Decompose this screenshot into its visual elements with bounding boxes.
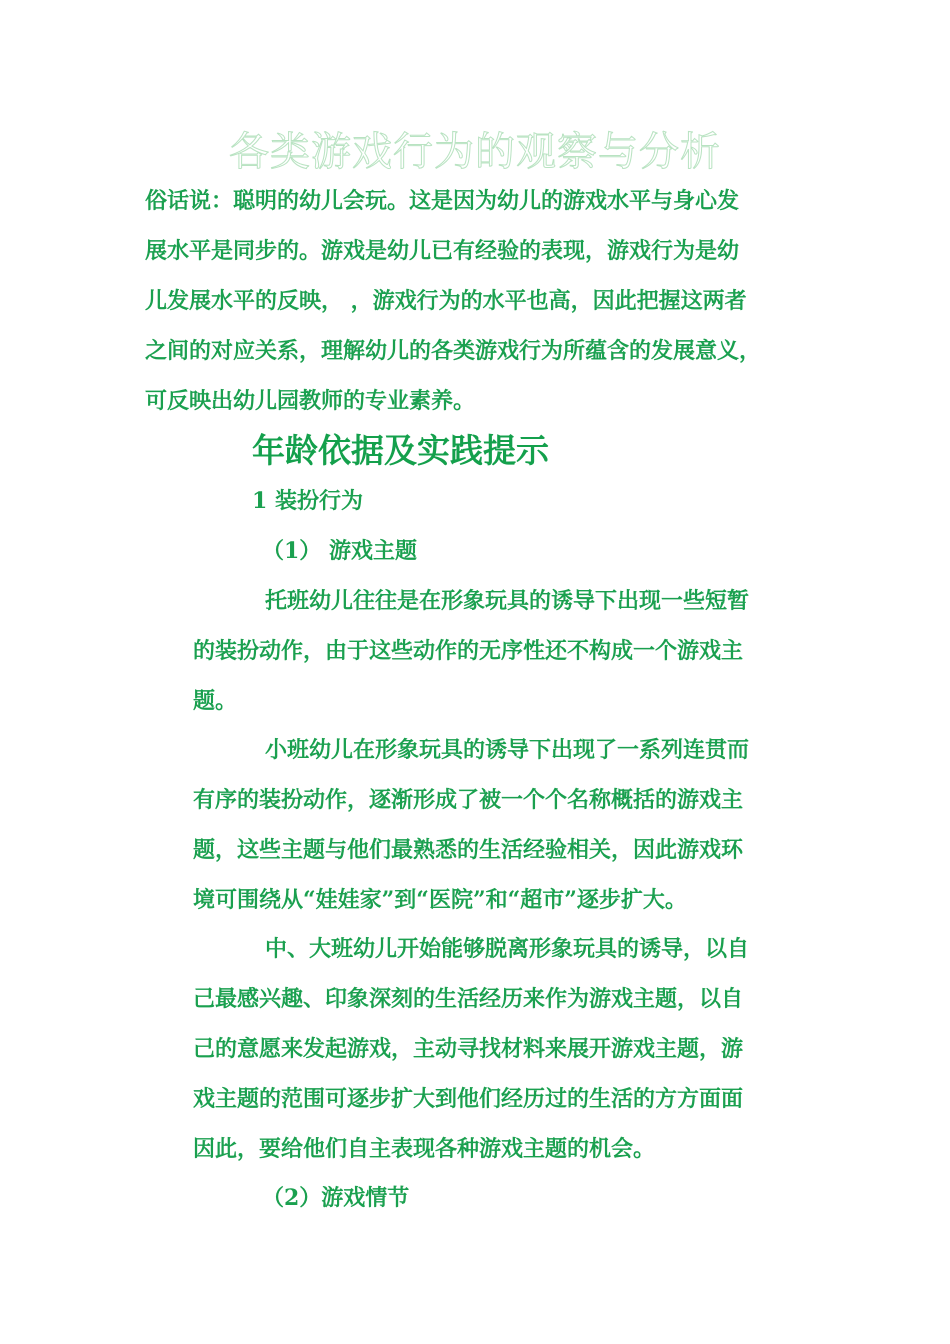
paragraph-line: 中、大班幼儿开始能够脱离形象玩具的诱导，以自 xyxy=(265,936,750,962)
paragraph-line: 境可围绕从“娃娃家”到“医院”和“超市”逐步扩大。 xyxy=(193,887,687,913)
paragraph-line: 小班幼儿在形象玩具的诱导下出现了一系列连贯而 xyxy=(265,737,750,763)
paragraph-line: 有序的装扮动作，逐渐形成了被一个个名称概括的游戏主 xyxy=(193,787,744,813)
paragraph-line: 题，这些主题与他们最熟悉的生活经验相关，因此游戏环 xyxy=(193,837,744,863)
paragraph-line: 戏主题的范围可逐步扩大到他们经历过的生活的方方面面 xyxy=(193,1086,744,1112)
paragraph-line: 己的意愿来发起游戏，主动寻找材料来展开游戏主题，游 xyxy=(193,1036,744,1062)
paragraph-line: 托班幼儿往往是在形象玩具的诱导下出现一些短暂 xyxy=(265,588,750,614)
paragraph-line: 己最感兴趣、印象深刻的生活经历来作为游戏主题，以自 xyxy=(193,986,744,1012)
paragraph-line: 因此，要给他们自主表现各种游戏主题的机会。 xyxy=(193,1136,656,1162)
paragraph-line: 题。 xyxy=(193,688,238,714)
intro-line: 儿发展水平的反映， ，游戏行为的水平也高，因此把握这两者 xyxy=(145,288,747,314)
item-heading: （1） 游戏主题 xyxy=(262,538,417,564)
section-heading: 年龄依据及实践提示 xyxy=(252,431,549,470)
paragraph-line: 的装扮动作，由于这些动作的无序性还不构成一个游戏主 xyxy=(193,638,744,664)
intro-line: 展水平是同步的。游戏是幼儿已有经验的表现，游戏行为是幼 xyxy=(145,238,740,264)
item-heading: （2）游戏情节 xyxy=(262,1185,410,1211)
intro-line: 可反映出幼儿园教师的专业素养。 xyxy=(145,388,476,414)
subsection-heading: 1 装扮行为 xyxy=(252,488,363,514)
document-title: 各类游戏行为的观察与分析 xyxy=(229,129,721,175)
intro-line: 之间的对应关系，理解幼儿的各类游戏行为所蕴含的发展意义， xyxy=(145,338,762,364)
intro-line: 俗话说：聪明的幼儿会玩。这是因为幼儿的游戏水平与身心发 xyxy=(145,188,740,214)
